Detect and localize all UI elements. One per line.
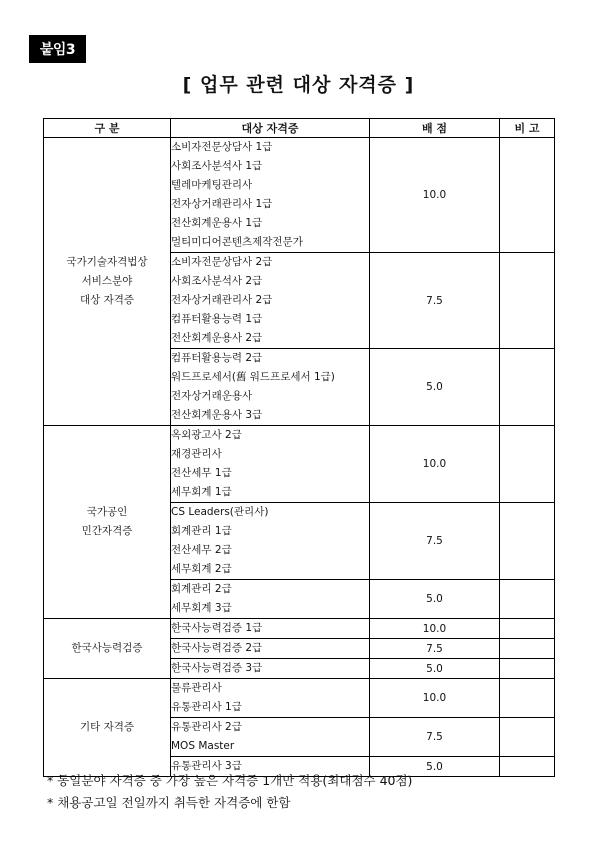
category-cell: [44, 138, 171, 426]
cert-name: 전자상거래관리사 2급: [171, 294, 273, 306]
cert-cell: [171, 503, 370, 580]
cert-cell: [171, 580, 370, 619]
note-cell: [500, 679, 555, 718]
cert-name: 컴퓨터활용능력 1급: [171, 313, 263, 325]
cert-cell: [171, 718, 370, 757]
cert-name: 유통관리사 3급: [171, 760, 242, 772]
cert-name: MOS Master: [171, 740, 235, 752]
category-label: 기타 자격증: [79, 721, 135, 733]
note-cell: [500, 503, 555, 580]
table-row: [44, 426, 555, 503]
cert-name: 세무회계 1급: [171, 486, 232, 498]
cert-name: 한국사능력검증 1급: [171, 622, 263, 634]
category-label: 민간자격증: [81, 525, 133, 537]
score-cell: 5.0: [370, 757, 500, 777]
cert-name: 사회조사분석사 2급: [171, 275, 263, 287]
cert-cell: [171, 426, 370, 503]
cert-name: 한국사능력검증 3급: [171, 662, 263, 674]
note-item: * 동일분야 자격증 중 가장 높은 자격증 1개만 적용(최대점수 40점): [47, 773, 413, 788]
category-label: 국가기술자격법상: [66, 256, 148, 268]
cert-name: 전자상거래운용사: [171, 390, 253, 402]
cert-cell: [171, 639, 370, 659]
cert-cell: [171, 349, 370, 426]
cert-name: 유통관리사 2급: [171, 721, 242, 733]
certificate-table: [43, 118, 555, 777]
cert-name: 전산회계운용사 2급: [171, 332, 263, 344]
page-title: [ 업무 관련 대상 자격증 ]: [182, 74, 415, 96]
cert-name: 유통관리사 1급: [171, 701, 242, 713]
cert-name: 전자상거래관리사 1급: [171, 198, 273, 210]
cert-name: 컴퓨터활용능력 2급: [171, 352, 263, 364]
cert-name: 세무회계 2급: [171, 563, 232, 575]
score-cell: 5.0: [370, 349, 500, 426]
category-label: 한국사능력검증: [71, 642, 143, 654]
cert-name: 전산세무 1급: [171, 467, 232, 479]
cert-name: 회계관리 1급: [171, 525, 232, 537]
note-cell: [500, 580, 555, 619]
note-cell: [500, 349, 555, 426]
table-row: [44, 679, 555, 718]
cert-name: 한국사능력검증 2급: [171, 642, 263, 654]
cert-name: 전산회계운용사 3급: [171, 409, 263, 421]
note-item: * 채용공고일 전일까지 취득한 자격증에 한함: [47, 795, 291, 810]
note-cell: [500, 253, 555, 349]
score-cell: 10.0: [370, 138, 500, 253]
score-cell: 7.5: [370, 718, 500, 757]
cert-name: 옥외광고사 2급: [171, 429, 242, 441]
score-cell: 10.0: [370, 679, 500, 718]
score-cell: 7.5: [370, 253, 500, 349]
score-cell: 5.0: [370, 659, 500, 679]
category-cell: [44, 679, 171, 777]
category-label: 서비스분야: [81, 275, 133, 287]
category-label: 국가공인: [86, 506, 128, 518]
table-row: [44, 619, 555, 639]
note-cell: [500, 138, 555, 253]
category-cell: [44, 426, 171, 619]
note-cell: [500, 659, 555, 679]
cert-name: 소비자전문상담사 1급: [171, 141, 273, 153]
score-cell: 10.0: [370, 619, 500, 639]
cert-name: 재경관리사: [171, 448, 222, 460]
note-cell: [500, 619, 555, 639]
table-header-row: [44, 119, 555, 138]
category-cell: [44, 619, 171, 679]
cert-name: 세무회계 3급: [171, 602, 232, 614]
cert-name: CS Leaders(관리사): [171, 506, 269, 518]
cert-name: 전산세무 2급: [171, 544, 232, 556]
cert-name: 회계관리 2급: [171, 583, 232, 595]
cert-name: 텔레마케팅관리사: [171, 179, 253, 191]
cert-name: 사회조사분석사 1급: [171, 160, 263, 172]
header-score: 배 점: [370, 119, 500, 138]
note-cell: [500, 426, 555, 503]
score-cell: 7.5: [370, 639, 500, 659]
table-row: [44, 138, 555, 253]
cert-cell: [171, 619, 370, 639]
score-cell: 7.5: [370, 503, 500, 580]
cert-cell: [171, 253, 370, 349]
cert-cell: [171, 659, 370, 679]
header-note: 비 고: [500, 119, 555, 138]
cert-cell: [171, 679, 370, 718]
cert-name: 전산회계운용사 1급: [171, 217, 263, 229]
note-cell: [500, 639, 555, 659]
score-cell: 5.0: [370, 580, 500, 619]
category-label: 대상 자격증: [79, 294, 135, 306]
cert-name: 멀티미디어콘텐츠제작전문가: [171, 236, 303, 248]
table-body: [44, 138, 555, 777]
cert-name: 물류관리사: [171, 682, 222, 694]
cert-name: 소비자전문상담사 2급: [171, 256, 273, 268]
attachment-badge: 붙임3: [29, 35, 86, 63]
header-cert: 대상 자격증: [171, 119, 370, 138]
notes: [47, 770, 412, 814]
cert-name: 워드프로세서(舊 워드프로세서 1급): [171, 371, 335, 383]
cert-cell: [171, 138, 370, 253]
header-category: 구 분: [44, 119, 171, 138]
score-cell: 10.0: [370, 426, 500, 503]
note-cell: [500, 757, 555, 777]
note-cell: [500, 718, 555, 757]
